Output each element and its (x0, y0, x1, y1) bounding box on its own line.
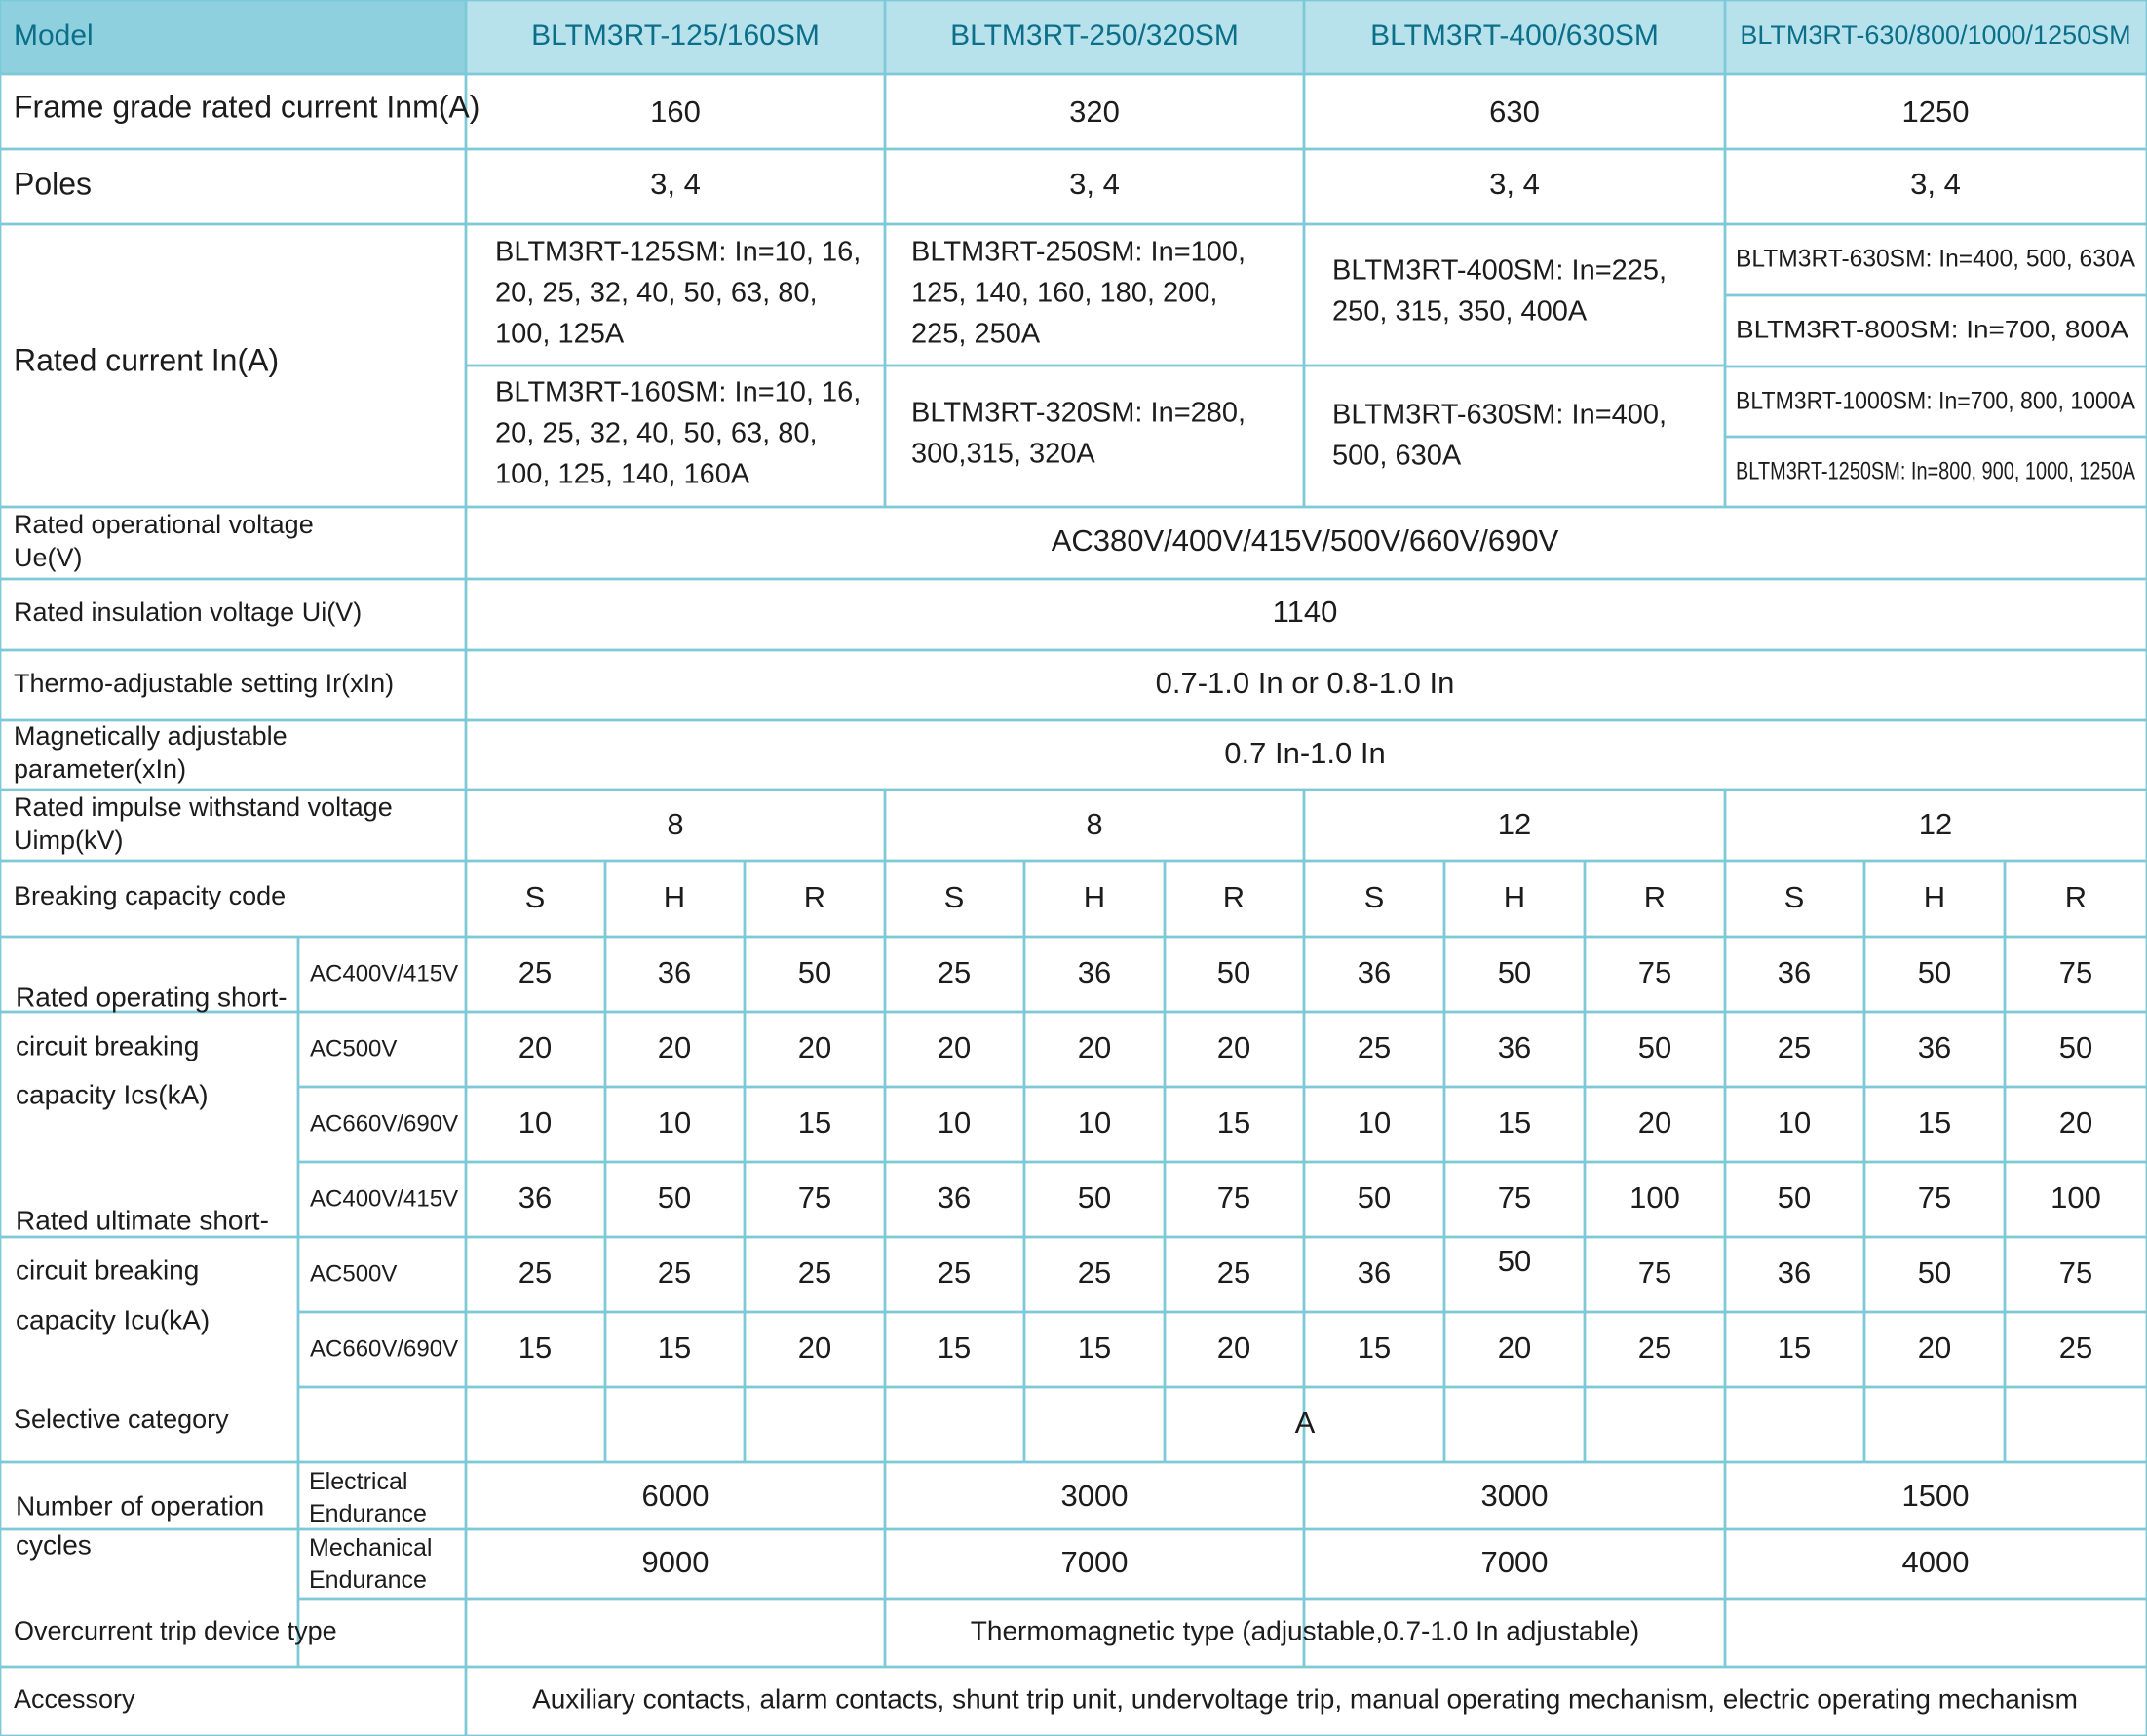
icu-value: 15 (1357, 1331, 1392, 1366)
magnetic-param-value: 0.7 In-1.0 In (1224, 736, 1386, 771)
ics-value: 10 (1077, 1105, 1112, 1140)
ics-value: 50 (797, 955, 832, 990)
rated-current-text: BLTM3RT-400SM: In=225, (1332, 254, 1668, 287)
ics-value: 50 (1917, 955, 1952, 990)
mechanical-endurance-label: Endurance (309, 1566, 427, 1595)
ics-value: 10 (518, 1105, 553, 1140)
icu-value: 75 (1637, 1255, 1672, 1291)
magnetic-param-label: Magnetically adjustable (14, 721, 288, 752)
operation-cycles-label: cycles (16, 1529, 92, 1561)
icu-value: 75 (1917, 1180, 1952, 1215)
icu-value: 36 (937, 1180, 972, 1215)
rated-current-text: 250, 315, 350, 400A (1332, 295, 1588, 328)
rated-current-text: 100, 125A (495, 318, 625, 350)
frame-current-label: Frame grade rated current Inm(A) (14, 89, 480, 125)
frame-current-value: 320 (1069, 95, 1120, 130)
impulse-voltage-label: Rated impulse withstand voltage (14, 792, 393, 823)
ics-value: 36 (1357, 955, 1392, 990)
thermo-setting-value: 0.7-1.0 In or 0.8-1.0 In (1155, 666, 1455, 701)
rated-current-text: 500, 630A (1332, 440, 1462, 472)
ics-value: 10 (937, 1105, 972, 1140)
electrical-endurance-value: 3000 (1480, 1479, 1549, 1514)
icu-value: 50 (1917, 1255, 1952, 1291)
electrical-endurance-label: Electrical (309, 1468, 408, 1496)
breaking-code: R (1643, 880, 1667, 915)
icu-label: capacity Icu(kA) (16, 1304, 211, 1335)
breaking-code: S (524, 880, 546, 915)
ics-value: 25 (1357, 1030, 1392, 1065)
selective-category-label: Selective category (14, 1405, 229, 1435)
ics-label: circuit breaking (16, 1030, 200, 1061)
icu-value: 36 (1357, 1255, 1392, 1291)
mechanical-endurance-value: 7000 (1480, 1545, 1549, 1580)
ics-value: 20 (937, 1030, 972, 1065)
rated-current-text: BLTM3RT-320SM: In=280, (911, 397, 1246, 429)
breaking-code: S (1783, 880, 1805, 915)
icu-value: 15 (657, 1331, 692, 1366)
frame-current-value: 630 (1489, 95, 1540, 130)
rated-current-text: 300,315, 320A (911, 438, 1095, 470)
mechanical-endurance-label: Mechanical (309, 1534, 433, 1562)
mechanical-endurance-value: 7000 (1060, 1545, 1129, 1580)
ics-value: 20 (1637, 1105, 1672, 1140)
icu-value: 75 (2058, 1255, 2093, 1291)
rated-current-text: 125, 140, 160, 180, 200, (911, 277, 1218, 309)
rated-current-text: BLTM3RT-250SM: In=100, (911, 236, 1246, 268)
thermo-setting-label: Thermo-adjustable setting Ir(xIn) (14, 669, 395, 699)
icu-label: circuit breaking (16, 1254, 200, 1286)
header-model-label: Model (14, 19, 94, 52)
ics-value: 20 (797, 1030, 832, 1065)
header-model-4: BLTM3RT-630/800/1000/1250SM (1740, 20, 2131, 51)
ics-value: 20 (518, 1030, 553, 1065)
ics-label: capacity Ics(kA) (16, 1079, 209, 1110)
icu-value: 20 (797, 1331, 832, 1366)
electrical-endurance-label: Endurance (309, 1500, 427, 1528)
breaking-code: H (1083, 880, 1106, 915)
icu-value: 100 (1629, 1180, 1680, 1215)
icu-value: 100 (2051, 1180, 2101, 1215)
mechanical-endurance-value: 9000 (641, 1545, 709, 1580)
ics-value: 25 (518, 955, 553, 990)
header-model-2: BLTM3RT-250/320SM (950, 19, 1239, 52)
rated-current-text: BLTM3RT-800SM: In=700, 800A (1736, 316, 2129, 344)
icu-value: 15 (1777, 1331, 1812, 1366)
ics-value: 50 (1216, 955, 1251, 990)
breaking-code: R (2064, 880, 2088, 915)
icu-voltage-label: AC500V (310, 1260, 398, 1288)
rated-current-text: BLTM3RT-630SM: In=400, (1332, 399, 1668, 431)
operational-voltage-label: Ue(V) (14, 543, 83, 573)
icu-value: 15 (937, 1331, 972, 1366)
impulse-voltage-value: 8 (667, 807, 684, 842)
ics-value: 20 (1216, 1030, 1251, 1065)
icu-label: Rated ultimate short- (16, 1205, 269, 1236)
icu-value: 50 (1777, 1180, 1812, 1215)
ics-value: 15 (1917, 1105, 1952, 1140)
electrical-endurance-value: 6000 (641, 1479, 709, 1514)
ics-value: 36 (1917, 1030, 1952, 1065)
breaking-code: R (803, 880, 826, 915)
table-text (14, 19, 2135, 1714)
icu-value: 20 (1917, 1331, 1952, 1366)
icu-voltage-label: AC400V/415V (310, 1185, 459, 1213)
icu-value: 25 (1637, 1331, 1672, 1366)
rated-current-text: 100, 125, 140, 160A (495, 458, 750, 490)
poles-value: 3, 4 (650, 167, 701, 202)
icu-value: 36 (1777, 1255, 1812, 1291)
ics-value: 15 (1497, 1105, 1532, 1140)
trip-device-value: Thermomagnetic type (adjustable,0.7-1.0 In adjustable) (970, 1615, 1640, 1646)
icu-value: 75 (797, 1180, 832, 1215)
ics-value: 50 (1497, 955, 1532, 990)
breaking-code: H (1923, 880, 1946, 915)
ics-value: 15 (797, 1105, 832, 1140)
icu-voltage-label: AC660V/690V (310, 1335, 459, 1363)
poles-value: 3, 4 (1069, 167, 1120, 202)
breaking-code-label: Breaking capacity code (14, 881, 287, 911)
operational-voltage-value: AC380V/400V/415V/500V/660V/690V (1051, 523, 1559, 559)
ics-voltage-label: AC400V/415V (310, 960, 459, 987)
ics-value: 36 (1497, 1030, 1532, 1065)
icu-value: 25 (1077, 1255, 1112, 1291)
icu-value: 25 (937, 1255, 972, 1291)
breaking-code: S (1363, 880, 1385, 915)
ics-value: 15 (1216, 1105, 1251, 1140)
breaking-code: H (1503, 880, 1526, 915)
icu-value: 25 (797, 1255, 832, 1291)
rated-current-text: 20, 25, 32, 40, 50, 63, 80, (495, 277, 818, 309)
impulse-voltage-value: 8 (1086, 807, 1103, 842)
ics-value: 10 (1357, 1105, 1392, 1140)
icu-value: 15 (518, 1331, 553, 1366)
icu-value: 50 (1357, 1180, 1392, 1215)
ics-voltage-label: AC500V (310, 1035, 398, 1062)
magnetic-param-label: parameter(xIn) (14, 754, 187, 785)
rated-current-text: BLTM3RT-1000SM: In=700, 800, 1000A (1736, 387, 2136, 415)
operation-cycles-label: Number of operation (16, 1490, 265, 1522)
icu-value: 15 (1077, 1331, 1112, 1366)
rated-current-text: 20, 25, 32, 40, 50, 63, 80, (495, 417, 818, 449)
ics-value: 20 (2058, 1105, 2093, 1140)
impulse-voltage-label: Uimp(kV) (14, 826, 124, 856)
ics-value: 75 (2058, 955, 2093, 990)
icu-value: 25 (1216, 1255, 1251, 1291)
icu-value: 50 (657, 1180, 692, 1215)
ics-label: Rated operating short- (16, 982, 288, 1013)
icu-value: 20 (1216, 1331, 1251, 1366)
mechanical-endurance-value: 4000 (1901, 1545, 1970, 1580)
ics-value: 36 (1077, 955, 1112, 990)
ics-value: 50 (1637, 1030, 1672, 1065)
selective-category-value: A (1294, 1406, 1316, 1441)
poles-value: 3, 4 (1910, 167, 1961, 202)
accessory-value: Auxiliary contacts, alarm contacts, shunt trip unit, undervoltage trip, manual operating mechanism, electric operating mechanism (532, 1683, 2078, 1715)
insulation-voltage-value: 1140 (1272, 595, 1338, 630)
breaking-code: S (943, 880, 965, 915)
icu-value: 25 (2058, 1331, 2093, 1366)
frame-current-value: 1250 (1901, 95, 1970, 130)
rated-current-text: BLTM3RT-125SM: In=10, 16, (495, 236, 862, 268)
operational-voltage-label: Rated operational voltage (14, 510, 314, 540)
insulation-voltage-label: Rated insulation voltage Ui(V) (14, 598, 363, 628)
breaking-code: R (1222, 880, 1246, 915)
electrical-endurance-value: 1500 (1901, 1479, 1970, 1514)
header-model-1: BLTM3RT-125/160SM (531, 19, 820, 52)
ics-value: 10 (657, 1105, 692, 1140)
ics-value: 75 (1637, 955, 1672, 990)
electrical-endurance-value: 3000 (1060, 1479, 1129, 1514)
ics-value: 36 (657, 955, 692, 990)
rated-current-label: Rated current In(A) (14, 342, 280, 378)
icu-value: 36 (518, 1180, 553, 1215)
icu-value: 25 (518, 1255, 553, 1291)
header-model-3: BLTM3RT-400/630SM (1370, 19, 1659, 52)
accessory-label: Accessory (14, 1684, 135, 1715)
breaking-code: H (663, 880, 686, 915)
ics-value: 10 (1777, 1105, 1812, 1140)
rated-current-text: BLTM3RT-160SM: In=10, 16, (495, 376, 862, 408)
icu-value: 20 (1497, 1331, 1532, 1366)
trip-device-label: Overcurrent trip device type (14, 1616, 337, 1646)
icu-value: 25 (657, 1255, 692, 1291)
poles-label: Poles (14, 166, 93, 202)
icu-value: 75 (1216, 1180, 1251, 1215)
ics-value: 20 (1077, 1030, 1112, 1065)
icu-value: 75 (1497, 1180, 1532, 1215)
impulse-voltage-value: 12 (1918, 807, 1953, 842)
icu-value: 50 (1077, 1180, 1112, 1215)
ics-value: 36 (1777, 955, 1812, 990)
frame-current-value: 160 (650, 95, 701, 130)
ics-value: 50 (2058, 1030, 2093, 1065)
ics-value: 20 (657, 1030, 692, 1065)
rated-current-text: BLTM3RT-1250SM: In=800, 900, 1000, 1250A (1736, 457, 2136, 485)
ics-value: 25 (937, 955, 972, 990)
rated-current-text: BLTM3RT-630SM: In=400, 500, 630A (1736, 245, 2136, 273)
rated-current-text: 225, 250A (911, 318, 1041, 350)
poles-value: 3, 4 (1489, 167, 1540, 202)
ics-value: 25 (1777, 1030, 1812, 1065)
icu-value: 50 (1497, 1244, 1532, 1279)
impulse-voltage-value: 12 (1497, 807, 1532, 842)
ics-voltage-label: AC660V/690V (310, 1110, 459, 1138)
